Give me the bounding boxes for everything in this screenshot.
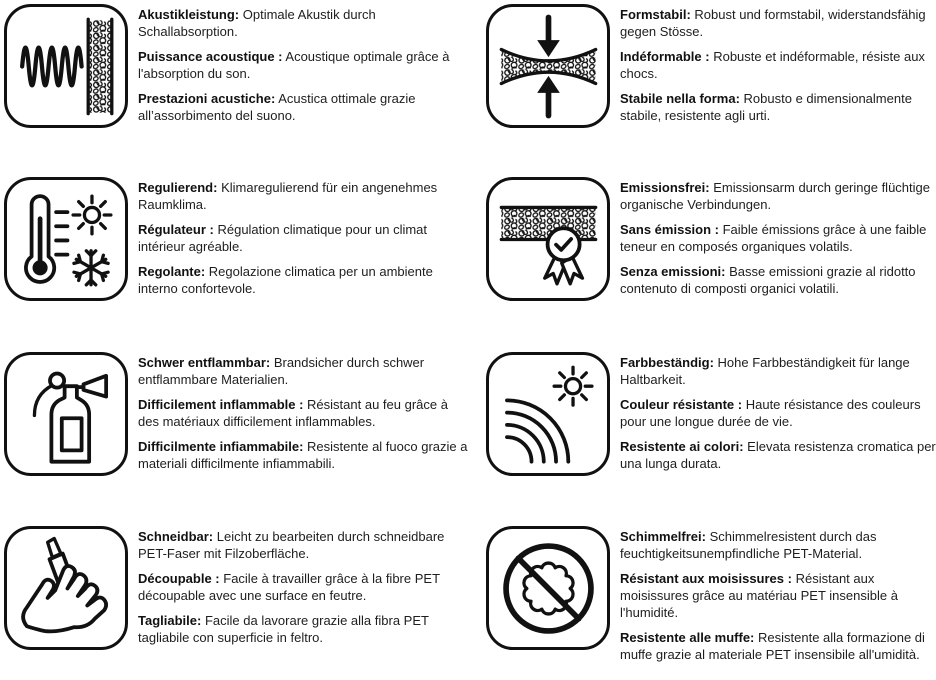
- feature-paragraph-it: Prestazioni acustiche: Acustica ottimale grazie all’assorbimento del suono.: [138, 91, 416, 123]
- cutter-hand-icon: [4, 526, 128, 650]
- feature-paragraph-it: Tagliabile: Facile da lavorare grazie alla fibra PET tagliabile con superficie in feltro.: [138, 613, 429, 645]
- feature-paragraph-fr: Résistant aux moisissures : Résistant aux moisissures grâce au matériau PET insensible à l'humidité.: [620, 571, 898, 620]
- feature-schimmelfrei: [468, 510, 936, 680]
- feature-paragraph-fr: Sans émission : Faible émissions grâce à une faible teneur en composés organiques volatils.: [620, 222, 927, 254]
- feature-text: [620, 177, 936, 305]
- feature-paragraph-fr: Découpable : Facile à travailler grâce à la fibre PET découpable avec une surface en feutre.: [138, 571, 440, 603]
- feature-formstabil: [468, 0, 936, 170]
- feature-paragraph-de: Formstabil: Robust und formstabil, widerstandsfähig gegen Stösse.: [620, 7, 926, 39]
- feature-paragraph-it: Difficilmente infiammabile: Resistente al fuoco grazie a materiali difficilmente infiammabili.: [138, 439, 468, 471]
- feature-paragraph-fr: Couleur résistante : Haute résistance des couleurs pour une longue durée de vie.: [620, 397, 921, 429]
- feature-text: [138, 526, 468, 654]
- feature-paragraph-de: Farbbeständig: Hohe Farbbeständigkeit für lange Haltbarkeit.: [620, 355, 910, 387]
- feature-text: [620, 526, 936, 671]
- feature-text: [620, 352, 936, 480]
- fire-extinguisher-icon: [4, 352, 128, 476]
- feature-paragraph-fr: Régulateur : Régulation climatique pour un climat intérieur agréable.: [138, 222, 428, 254]
- feature-regulierend: [0, 170, 468, 340]
- low-emission-certificate-icon: [486, 177, 610, 301]
- feature-text: [138, 352, 468, 480]
- feature-paragraph-it: Senza emissioni: Basse emissioni grazie al ridotto contenuto di composti organici volatili.: [620, 264, 916, 296]
- feature-paragraph-de: Regulierend: Klimaregulierend für ein angenehmes Raumklima.: [138, 180, 438, 212]
- feature-farbbestaendig: [468, 340, 936, 510]
- feature-paragraph-fr: Difficilement inflammable : Résistant au feu grâce à des matériaux difficilement inflammables.: [138, 397, 448, 429]
- sound-absorption-icon: [4, 4, 128, 128]
- feature-emissionsfrei: [468, 170, 936, 340]
- feature-text: [138, 177, 468, 305]
- climate-regulation-icon: [4, 177, 128, 301]
- feature-paragraph-de: Schimmelfrei: Schimmelresistent durch das feuchtigkeitsunempfindliche PET-Material.: [620, 529, 877, 561]
- no-mold-icon: [486, 526, 610, 650]
- feature-schneidbar: [0, 510, 468, 680]
- feature-paragraph-de: Emissionsfrei: Emissionsarm durch geringe flüchtige organische Verbindungen.: [620, 180, 930, 212]
- color-fastness-icon: [486, 352, 610, 476]
- feature-paragraph-de: Schneidbar: Leicht zu bearbeiten durch schneidbare PET-Faser mit Filzoberfläche.: [138, 529, 445, 561]
- feature-paragraph-it: Resistente ai colori: Elevata resistenza cromatica per una lunga durata.: [620, 439, 936, 471]
- feature-paragraph-fr: Indéformable : Robuste et indéformable, résiste aux chocs.: [620, 49, 925, 81]
- feature-acoustic: [0, 0, 468, 170]
- feature-schwer-entflammbar: [0, 340, 468, 510]
- feature-paragraph-it: Regolante: Regolazione climatica per un ambiente interno confortevole.: [138, 264, 433, 296]
- feature-paragraph-de: Schwer entflammbar: Brandsicher durch schwer entflammbare Materialien.: [138, 355, 425, 387]
- feature-paragraph-fr: Puissance acoustique : Acoustique optimale grâce à l'absorption du son.: [138, 49, 450, 81]
- feature-paragraph-it: Stabile nella forma: Robusto e dimensionalmente stabile, resistente agli urti.: [620, 91, 912, 123]
- feature-paragraph-it: Resistente alle muffe: Resistente alla formazione di muffe grazie al materiale PET insensibile all'umidità.: [620, 630, 925, 662]
- feature-paragraph-de: Akustikleistung: Optimale Akustik durch Schallabsorption.: [138, 7, 376, 39]
- feature-text: [620, 4, 936, 132]
- feature-text: [138, 4, 468, 132]
- compression-resistance-icon: [486, 4, 610, 128]
